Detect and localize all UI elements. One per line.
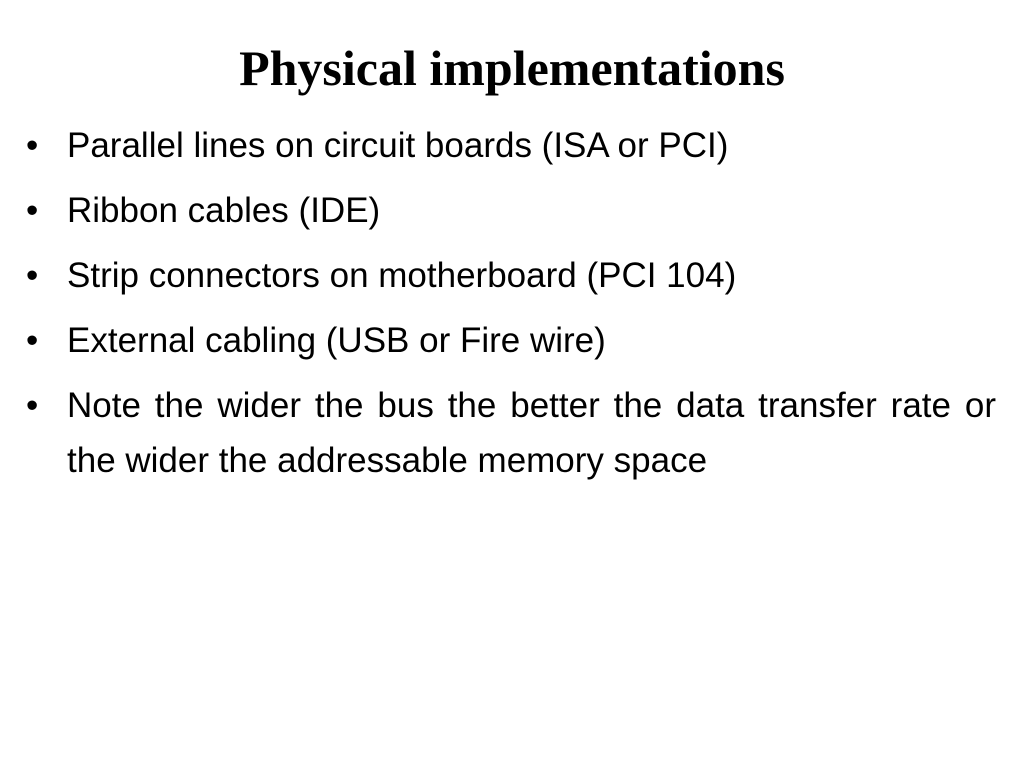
bullet-text: Strip connectors on motherboard (PCI 104) <box>67 256 737 295</box>
bullet-item <box>26 313 996 368</box>
bullet-item <box>26 118 996 173</box>
bullet-icon: • <box>26 256 39 295</box>
bullet-item <box>26 183 996 238</box>
bullet-text: Note the wider the bus the better the data transfer rate or the wider the addressable memory space <box>67 386 996 480</box>
slide-title: Physical implementations <box>239 40 785 96</box>
bullet-icon: • <box>26 126 39 165</box>
bullet-icon: • <box>26 191 39 230</box>
bullet-item <box>26 248 996 303</box>
bullet-list <box>26 118 996 498</box>
bullet-text: Ribbon cables (IDE) <box>67 191 381 230</box>
bullet-text: Parallel lines on circuit boards (ISA or PCI) <box>67 126 729 165</box>
bullet-icon: • <box>26 386 39 425</box>
bullet-item <box>26 378 996 488</box>
bullet-icon: • <box>26 321 39 360</box>
bullet-text: External cabling (USB or Fire wire) <box>67 321 606 360</box>
